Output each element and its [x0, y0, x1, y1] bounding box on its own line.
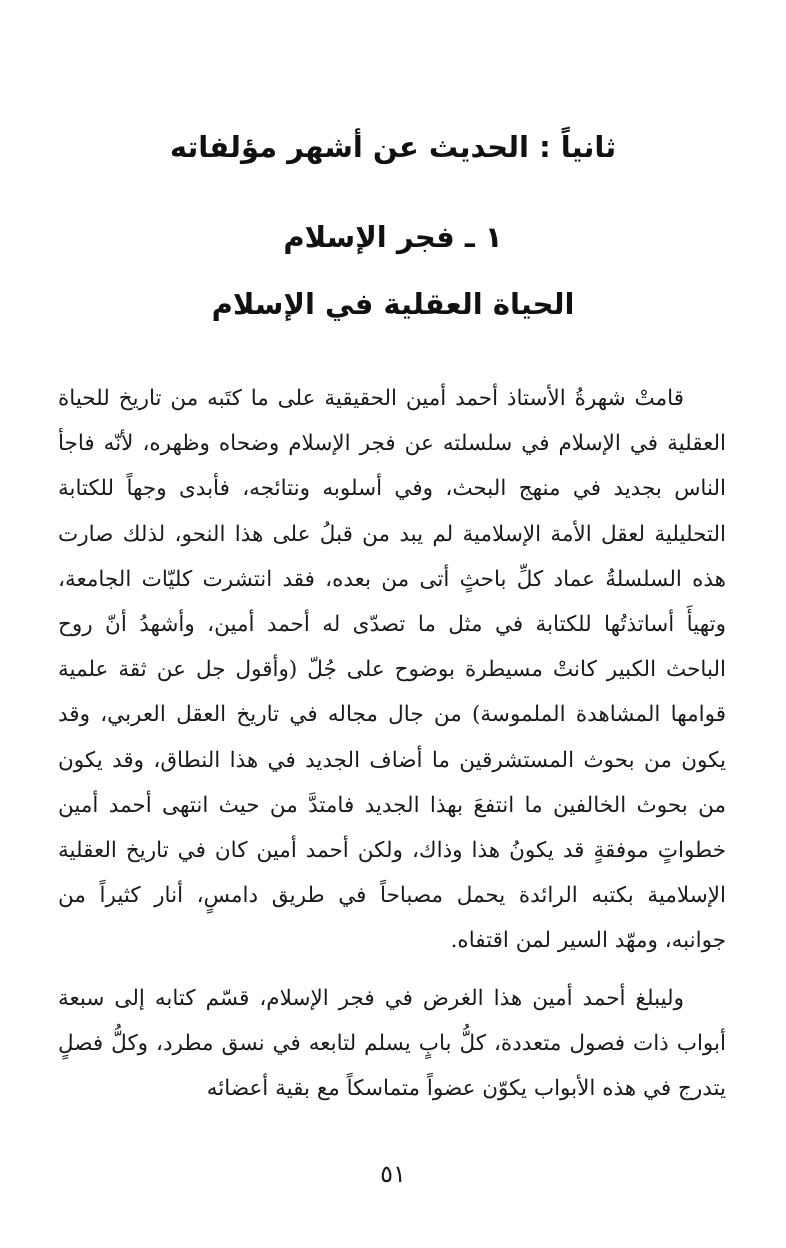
subheading: الحياة العقلية في الإسلام	[211, 287, 575, 321]
page-number: ٥١	[380, 1160, 406, 1188]
paragraph-2: وليبلغ أحمد أمين هذا الغرض في فجر الإسلام، قسّم كتابه إلى سبعة أبواب ذات فصول متعددة، كلُّ بابٍ يسلم لتابعه في نسق مطرد، وكلُّ فصلٍ يتدرج في هذه الأبواب يكوّن عضواً متماسكاً مع بقية أعضائه	[58, 985, 726, 1102]
section-heading: ثانياً : الحديث عن أشهر مؤلفاته	[169, 130, 617, 164]
body-text	[58, 376, 726, 1111]
book-heading: ١ ـ فجر الإسلام	[283, 220, 503, 254]
paragraph-1: قامتْ شهرةُ الأستاذ أحمد أمين الحقيقية على ما كتَبه من تاريخ للحياة العقلية في الإسلام في سلسلته عن فجر الإسلام وضحاه وظهره، لأنّه فاجأ الناس بجديد في منهج البحث، وفي أسلوبه ونتائجه، فأبدى وجهاً للكتابة التحليلية لعقل الأمة الإسلامية لم يبد من قبلُ على هذا النحو، لذلك صارت هذه السلسلةُ عماد كلِّ باحثٍ أتى من بعده، فقد انتشرت كليّات الجامعة، وتهيأَ أساتذتُها للكتابة في مثل ما تصدّى له أحمد أمين، وأشهدُ أنّ روح الباحث الكبير كانتْ مسيطرة بوضوح على جُلّ (وأقول جل عن ثقة علمية قوامها المشاهدة الملموسة) من جال مجاله في تاريخ العقل العربي، وقد يكون من بحوث المستشرقين ما أضاف الجديد في هذا النطاق، وقد يكون من بحوث الخالفين ما انتفعَ بهذا الجديد فامتدَّ من حيث انتهى أحمد أمين خطواتٍ موفقةٍ قد يكونُ هذا وذاك، ولكن أحمد أمين كان في تاريخ العقلية الإسلامية بكتبه الرائدة يحمل مصباحاً في طريق دامسٍ، أنار كثيراً من جوانبه، ومهّد السير لمن اقتفاه.	[58, 386, 726, 954]
